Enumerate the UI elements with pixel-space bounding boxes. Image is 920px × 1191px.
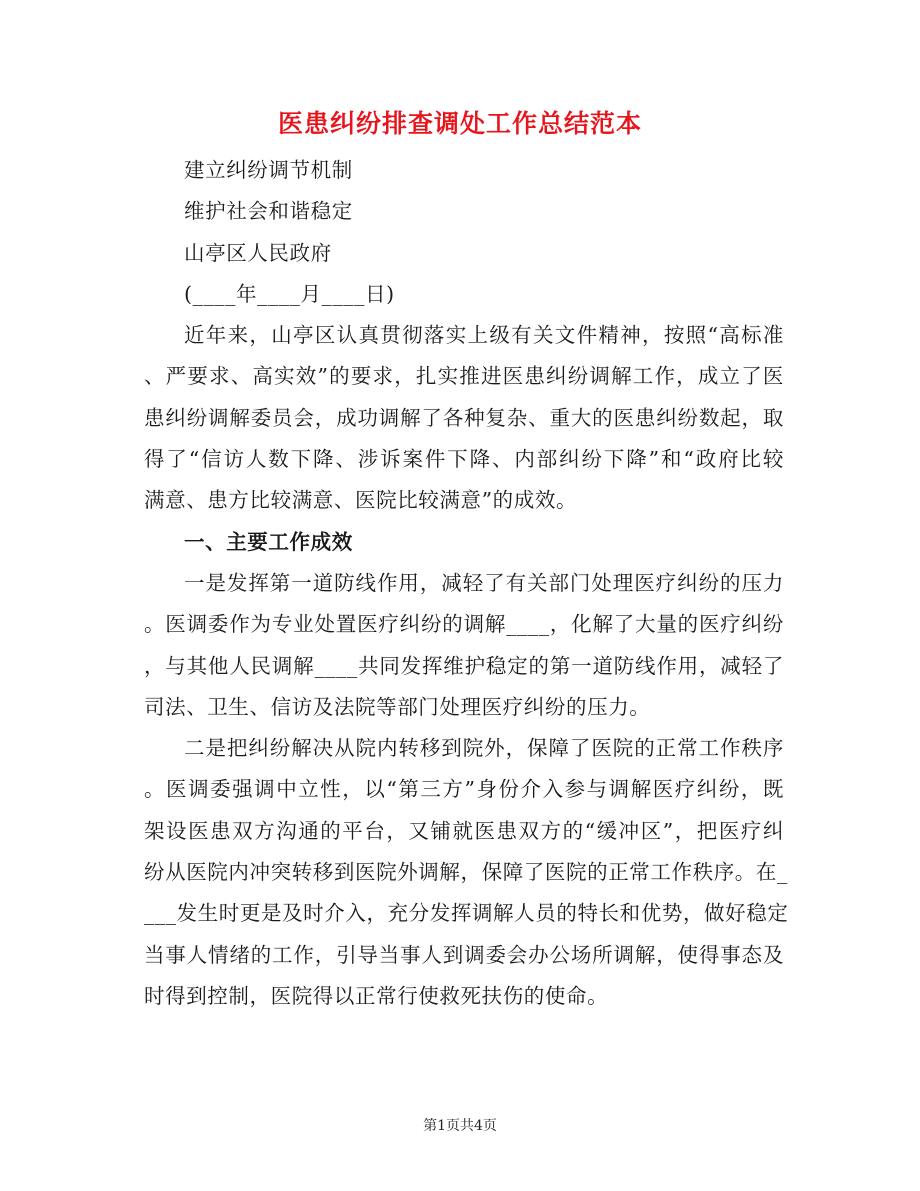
text-line: 、严要求、高实效”的要求，扎实推进医患纠纷调解工作，成立了医 (144, 364, 784, 389)
text-line: 满意、患方比较满意、医院比较满意”的成效。 (144, 488, 578, 513)
text-line: 架设医患双方沟通的平台，又铺就医患双方的“缓冲区”，把医疗纠 (144, 818, 784, 843)
text-line: 时得到控制，医院得以正常行使救死扶伤的使命。 (144, 983, 609, 1008)
text-line: 当事人情绪的工作，引导当事人到调委会办公场所调解，使得事态及 (144, 942, 784, 967)
text-line: (____年____月____日) (184, 281, 395, 306)
text-line: 。医调委强调中立性，以“第三方”身份介入参与调解医疗纠纷，既 (144, 777, 784, 802)
text-line: 建立纠纷调节机制 (184, 158, 353, 182)
text-line: 患纠纷调解委员会，成功调解了各种复杂、重大的医患纠纷数起，取 (144, 405, 784, 430)
text-line: 司法、卫生、信访及法院等部门处理医疗纠纷的压力。 (144, 694, 651, 719)
text-line: ___发生时更是及时介入，充分发挥调解人员的特长和优势，做好稳定 (144, 901, 789, 926)
text-line: 纷从医院内冲突转移到医院外调解，保障了医院的正常工作秩序。在_ (144, 860, 788, 885)
text-line: 。医调委作为专业处置医疗纠纷的调解____，化解了大量的医疗纠纷 (144, 612, 784, 637)
text-line: 一是发挥第一道防线作用，减轻了有关部门处理医疗纠纷的压力 (184, 570, 784, 595)
text-line: ，与其他人民调解____共同发挥维护稳定的第一道防线作用，减轻了 (144, 653, 784, 678)
document-body (144, 150, 789, 1017)
text-line: 维护社会和谐稳定 (184, 199, 353, 224)
text-line: 近年来，山亭区认真贯彻落实上级有关文件精神，按照“高标准 (184, 323, 784, 348)
text-line: 二是把纠纷解决从院内转移到院外，保障了医院的正常工作秩序 (184, 736, 784, 761)
section-heading: 一、主要工作成效 (184, 529, 353, 554)
page-footer: 第1页共4页 (423, 1118, 497, 1134)
text-line: 得了“信访人数下降、涉诉案件下降、内部纠纷下降”和“政府比较 (144, 447, 784, 472)
text-line: 山亭区人民政府 (184, 240, 332, 265)
document-title: 医患纠纷排查调处工作总结范本 (277, 109, 642, 138)
